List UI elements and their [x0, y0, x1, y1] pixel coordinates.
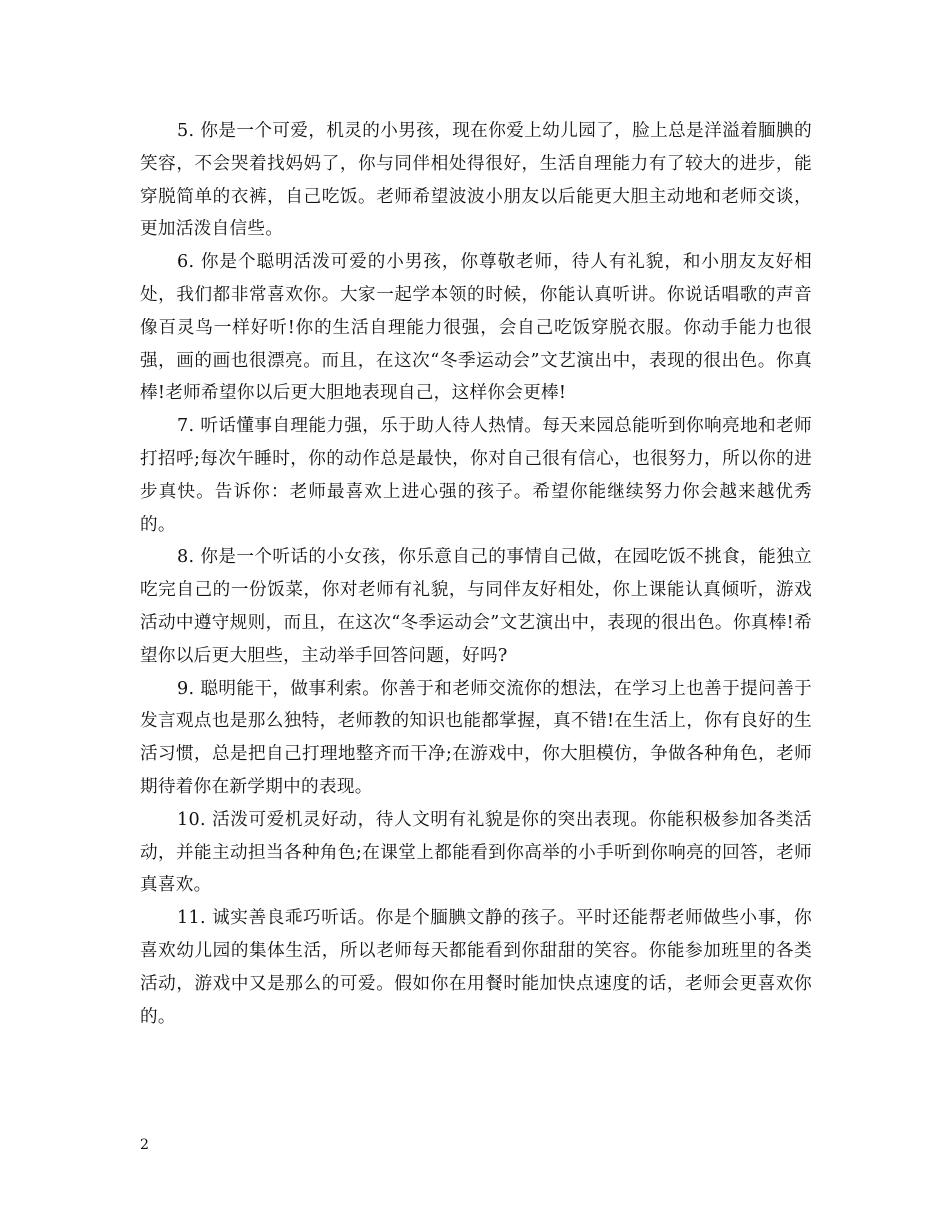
document-body: [140, 115, 812, 1033]
paragraph-item-5: 5. 你是一个可爱，机灵的小男孩，现在你爱上幼儿园了，脸上总是洋溢着腼腆的笑容，不会哭着找妈妈了，你与同伴相处得很好，生活自理能力有了较大的进步，能穿脱简单的衣裤，自己吃饭。老师希望波波小朋友以后能更大胆主动地和老师交谈，更加活泼自信些。: [140, 121, 812, 240]
paragraph-item-8: 8. 你是一个听话的小女孩，你乐意自己的事情自己做，在园吃饭不挑食，能独立吃完自己的一份饭菜，你对老师有礼貌，与同伴友好相处，你上课能认真倾听，游戏活动中遵守规则，而且，在这次“冬季运动会”文艺演出中，表现的很出色。你真棒!希望你以后更大胆些，主动举手回答问题，好吗?: [140, 547, 812, 666]
paragraph-item-9: 9. 聪明能干，做事利索。你善于和老师交流你的想法，在学习上也善于提问善于发言观点也是那么独特，老师教的知识也能都掌握，真不错!在生活上，你有良好的生活习惯，总是把自己打理地整齐而干净;在游戏中，你大胆模仿，争做各种角色，老师期待着你在新学期中的表现。: [140, 678, 812, 797]
paragraph-item-7: 7. 听话懂事自理能力强，乐于助人待人热情。每天来园总能听到你响亮地和老师打招呼;每次午睡时，你的动作总是最快，你对自己很有信心，也很努力，所以你的进步真快。告诉你：老师最喜欢上进心强的孩子。希望你能继续努力你会越来越优秀的。: [140, 416, 812, 535]
paragraph-item-6: 6. 你是个聪明活泼可爱的小男孩，你尊敬老师，待人有礼貌，和小朋友友好相处，我们都非常喜欢你。大家一起学本领的时候，你能认真听讲。你说话唱歌的声音像百灵鸟一样好听!你的生活自理能力很强，会自己吃饭穿脱衣服。你动手能力也很强，画的画也很漂亮。而且，在这次“冬季运动会”文艺演出中，表现的很出色。你真棒!老师希望你以后更大胆地表现自己，这样你会更棒!: [140, 252, 812, 404]
paragraph-item-11: 11. 诚实善良乖巧听话。你是个腼腆文静的孩子。平时还能帮老师做些小事，你喜欢幼儿园的集体生活，所以老师每天都能看到你甜甜的笑容。你能参加班里的各类活动，游戏中又是那么的可爱。假如你在用餐时能加快点速度的话，老师会更喜欢你的。: [140, 908, 812, 1027]
page-number: 2: [140, 1137, 149, 1153]
paragraph-item-10: 10. 活泼可爱机灵好动，待人文明有礼貌是你的突出表现。你能积极参加各类活动，并能主动担当各种角色;在课堂上都能看到你高举的小手听到你响亮的回答，老师真喜欢。: [140, 809, 812, 896]
